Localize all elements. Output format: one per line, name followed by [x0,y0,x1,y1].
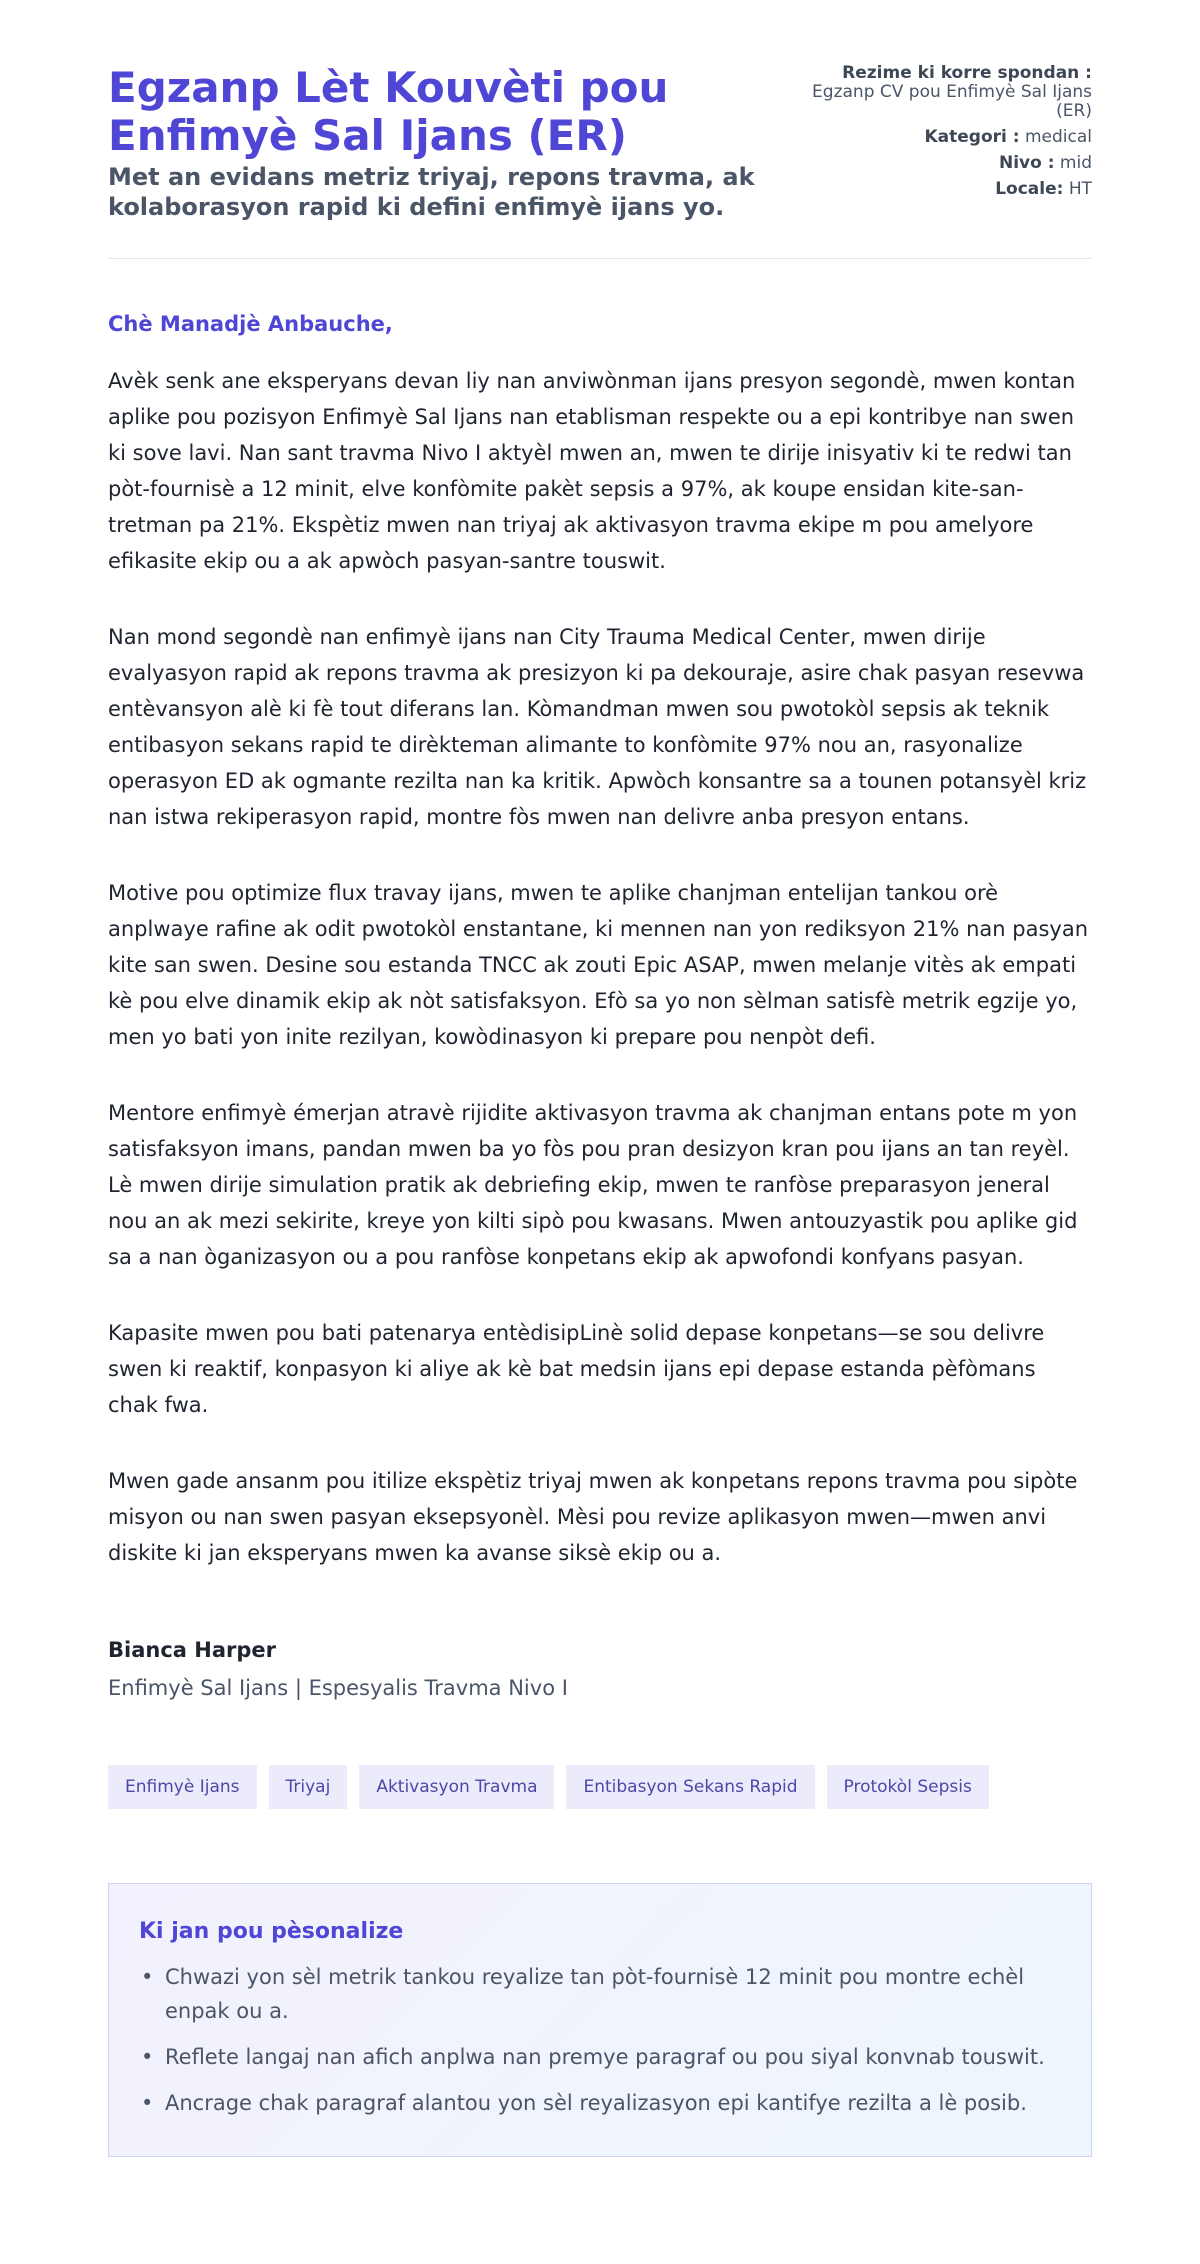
skill-tag: Enfimyè Ijans [108,1765,257,1809]
document-header [108,64,1092,259]
letter-paragraph-2: Nan mond segondè nan enfimyè ijans nan City Trauma Medical Center, mwen dirije evalyasyon rapid ak repons travma ak presizyon ki pa dekouraje, asire chak pasyan resevwa entèvansyon alè ki fè tout diferans lan. Kòmandman mwen sou pwotokòl sepsis ak teknik entibasyon sekans rapid te dirèkteman alimante to konfòmite 97% nou an, rasyonalize operasyon ED ak ogmante rezilta nan ka kritik. Apwòch konsantre sa a tounen potansyèl kriz nan istwa rekiperasyon rapid, montre fòs mwen nan delivre anba presyon entans. [108,625,1087,829]
letter-paragraph-1: Avèk senk ane eksperyans devan liy nan anviwònman ijans presyon segondè, mwen kontan aplike pou pozisyon Enfimyè Sal Ijans nan etablisman respekte ou a epi kontribye nan swen ki sove lavi. Nan sant travma Nivo I aktyèl mwen an, mwen te dirije inisyativ ki te redwi tan pòt-fournisè a 12 minit, elve konfòmite pakèt sepsis a 97%, ak koupe ensidan kite-san-tretman pa 21%. Ekspètiz mwen nan triyaj ak aktivasyon travma ekipe m pou amelyore efikasite ekip ou a ak apwòch pasyan-santre touswit. [108,369,1076,573]
meta-summary [792,64,1092,121]
skill-tag: Entibasyon Sekans Rapid [566,1765,814,1809]
letter-paragraph-5: Kapasite mwen pou bati patenarya entèdisipLinè solid depase konpetans—se sou delivre swen ki reaktif, konpasyon ki aliye ak kè bat medsin ijans epi depase estanda pèfòmans chak fwa. [108,1321,1045,1417]
skill-tag: Triyaj [269,1765,348,1809]
letter-paragraph-3: Motive pou optimize flux travay ijans, mwen te aplike chanjman entelijan tankou orè anplwaye rafine ak odit pwotokòl enstantane, ki mennen nan yon rediksyon 21% nan pasyan kite san swen. Desine sou estanda TNCC ak zouti Epic ASAP, mwen melanje vitès ak empati kè pou elve dinamik ekip ak nòt satisfaksyon. Efò sa yo non sèlman satisfè metrik egzije yo, men yo bati yon inite rezilyan, kowòdinasyon ki prepare pou nenpòt defi. [108,881,1089,1049]
letter-body [108,311,1092,1571]
meta-summary-label: Rezime ki korre spondan : [842,63,1092,83]
page-title: Egzanp Lèt Kouvèti pou Enfimyè Sal Ijans (ER) [108,63,669,160]
bullet-icon: • [141,2091,154,2115]
tip-text: Reflete langaj nan afich anplwa nan premye paragraf ou pou siyal konvnab touswit. [165,2045,1045,2069]
tip-text: Chwazi yon sèl metrik tankou reyalize tan pòt-fournisè 12 minit pou montre echèl enpak ou a. [165,1965,1025,2023]
meta-locale-value: HT [1068,179,1092,199]
list-item [139,2086,1061,2120]
list-item [139,1960,1061,2028]
list-item [139,2040,1061,2074]
bullet-icon: • [141,1965,154,1989]
meta-category-value: medical [1024,127,1092,147]
letter-paragraph-4: Mentore enfimyè émerjan atravè rijidite aktivasyon travma ak chanjman entans pote m yon satisfaksyon imans, pandan mwen ba yo fòs pou pran desizyon kran pou ijans an tan reyèl. Lè mwen dirije simulation pratik ak debriefing ekip, mwen te ranfòse preparasyon jeneral nou an ak mezi sekirite, kreye yon kilti sipò pou kwasans. Mwen antouzyastik pou aplike gid sa a nan òganizasyon ou a pou ranfòse konpetans ekip ak apwofondi konfyans pasyan. [108,1101,1078,1269]
tip-text: Ancrage chak paragraf alantou yon sèl reyalizasyon epi kantifye rezilta a lè posib. [165,2091,1027,2115]
skill-tag: Protokòl Sepsis [827,1765,989,1809]
meta-category [792,128,1092,147]
tips-title: Ki jan pou pèsonalize [139,1919,404,1944]
customization-tips [108,1883,1092,2157]
signature-role: Enfimyè Sal Ijans | Espesyalis Travma Nivo I [108,1676,568,1700]
signature-name: Bianca Harper [108,1638,276,1662]
meta-level [792,154,1092,173]
meta-locale [792,180,1092,199]
meta-level-label: Nivo : [998,153,1055,173]
meta-category-label: Kategori : [924,127,1020,147]
meta-summary-value: Egzanp CV pou Enfimyè Sal Ijans (ER) [812,82,1092,121]
meta-locale-label: Locale: [995,179,1064,199]
signature-block [108,1637,1092,1701]
letter-paragraph-6: Mwen gade ansanm pou itilize ekspètiz triyaj mwen ak konpetans repons travma pou sipòte misyon ou nan swen pasyan eksepsyonèl. Mèsi pou revize aplikasyon mwen—mwen anvi diskite ki jan eksperyans mwen ka avanse siksè ekip ou a. [108,1469,1078,1565]
page-subtitle: Met an evidans metriz triyaj, repons travma, ak kolaborasyon rapid ki defini enfimyè ijans yo. [108,163,755,221]
meta-level-value: mid [1059,153,1092,173]
bullet-icon: • [141,2045,154,2069]
skill-tag: Aktivasyon Travma [359,1765,554,1809]
tips-list [139,1960,1061,2120]
letter-salutation: Chè Manadjè Anbauche, [108,312,393,336]
document-metadata [792,64,1092,206]
skill-tags [108,1765,1092,1809]
title-block [108,64,768,222]
